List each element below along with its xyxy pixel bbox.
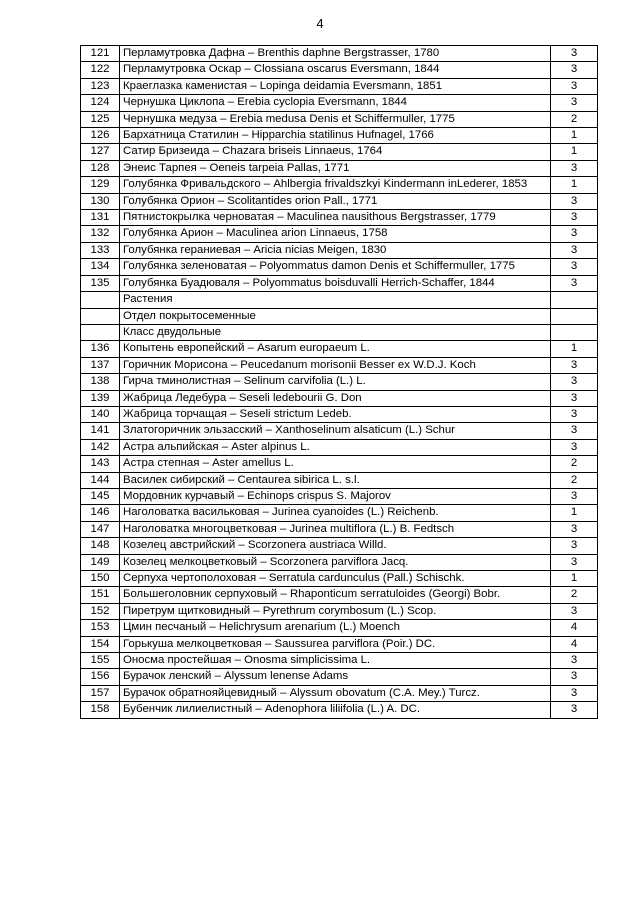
rarity-category: 3 xyxy=(551,275,598,291)
table-row xyxy=(81,160,598,176)
row-number: 158 xyxy=(81,702,120,718)
table-row xyxy=(81,636,598,652)
species-name: Оносма простейшая – Onosma simplicissima L. xyxy=(120,653,551,669)
species-name: Златогоричник эльзасский – Xanthoselinum alsaticum (L.) Schur xyxy=(120,423,551,439)
rarity-category: 3 xyxy=(551,357,598,373)
row-number: 151 xyxy=(81,587,120,603)
table-row xyxy=(81,685,598,701)
species-name: Пиретрум щитковидный – Pyrethrum corymbosum (L.) Scop. xyxy=(120,603,551,619)
rarity-category: 3 xyxy=(551,669,598,685)
rarity-category: 2 xyxy=(551,472,598,488)
table-row xyxy=(81,308,598,324)
species-name: Перламутровка Оскар – Clossiana oscarus Eversmann, 1844 xyxy=(120,62,551,78)
row-number: 136 xyxy=(81,341,120,357)
species-name: Голубянка гераниевая – Aricia nicias Meigen, 1830 xyxy=(120,242,551,258)
rarity-category: 3 xyxy=(551,603,598,619)
row-number xyxy=(81,292,120,308)
row-number: 131 xyxy=(81,210,120,226)
species-name: Копытень европейский – Asarum europaeum L. xyxy=(120,341,551,357)
rarity-category: 3 xyxy=(551,702,598,718)
table-row xyxy=(81,341,598,357)
table-row xyxy=(81,587,598,603)
rarity-category: 3 xyxy=(551,685,598,701)
rarity-category: 1 xyxy=(551,128,598,144)
species-name: Голубянка Буадюваля – Polyommatus boisduvalli Herrich-Schaffer, 1844 xyxy=(120,275,551,291)
row-number: 148 xyxy=(81,538,120,554)
table-row xyxy=(81,226,598,242)
row-number: 124 xyxy=(81,95,120,111)
rarity-category: 3 xyxy=(551,226,598,242)
row-number: 143 xyxy=(81,456,120,472)
rarity-category: 3 xyxy=(551,210,598,226)
species-name: Отдел покрытосеменные xyxy=(120,308,551,324)
row-number: 150 xyxy=(81,571,120,587)
species-name: Наголоватка многоцветковая – Jurinea multiflora (L.) B. Fedtsch xyxy=(120,521,551,537)
rarity-category: 1 xyxy=(551,571,598,587)
species-name: Козелец австрийский – Scorzonera austriaca Willd. xyxy=(120,538,551,554)
species-name: Козелец мелкоцветковый – Scorzonera parviflora Jacq. xyxy=(120,554,551,570)
rarity-category: 1 xyxy=(551,144,598,160)
row-number: 140 xyxy=(81,406,120,422)
table-row xyxy=(81,210,598,226)
species-name: Голубянка Орион – Scolitantides orion Pall., 1771 xyxy=(120,193,551,209)
row-number xyxy=(81,308,120,324)
table-row xyxy=(81,374,598,390)
table-row xyxy=(81,554,598,570)
rarity-category xyxy=(551,308,598,324)
table-row xyxy=(81,177,598,193)
row-number: 137 xyxy=(81,357,120,373)
row-number xyxy=(81,324,120,340)
species-name: Чернушка Циклопа – Erebia cyclopia Eversmann, 1844 xyxy=(120,95,551,111)
species-name: Перламутровка Дафна – Brenthis daphne Bergstrasser, 1780 xyxy=(120,46,551,62)
species-name: Голубянка зеленоватая – Polyommatus damon Denis et Schiffermuller, 1775 xyxy=(120,259,551,275)
rarity-category: 3 xyxy=(551,193,598,209)
rarity-category: 3 xyxy=(551,406,598,422)
rarity-category: 2 xyxy=(551,456,598,472)
table-row xyxy=(81,46,598,62)
species-name: Жабрица торчащая – Seseli strictum Ledeb. xyxy=(120,406,551,422)
species-name: Горичник Морисона – Peucedanum morisonii Besser ex W.D.J. Koch xyxy=(120,357,551,373)
rarity-category xyxy=(551,292,598,308)
rarity-category: 3 xyxy=(551,374,598,390)
rarity-category: 3 xyxy=(551,653,598,669)
rarity-category: 3 xyxy=(551,439,598,455)
rarity-category: 3 xyxy=(551,46,598,62)
row-number: 153 xyxy=(81,620,120,636)
row-number: 156 xyxy=(81,669,120,685)
species-name: Голубянка Арион – Maculinea arion Linnaeus, 1758 xyxy=(120,226,551,242)
row-number: 133 xyxy=(81,242,120,258)
table-row xyxy=(81,521,598,537)
rarity-category: 3 xyxy=(551,390,598,406)
table-row xyxy=(81,111,598,127)
species-name: Бурачок обратнояйцевидный – Alyssum obovatum (C.A. Mey.) Turcz. xyxy=(120,685,551,701)
table-row xyxy=(81,669,598,685)
table-row xyxy=(81,439,598,455)
table-row xyxy=(81,390,598,406)
row-number: 145 xyxy=(81,488,120,504)
rarity-category: 2 xyxy=(551,587,598,603)
species-name: Бархатница Статилин – Hipparchia statilinus Hufnagel, 1766 xyxy=(120,128,551,144)
row-number: 142 xyxy=(81,439,120,455)
species-name: Растения xyxy=(120,292,551,308)
row-number: 126 xyxy=(81,128,120,144)
row-number: 149 xyxy=(81,554,120,570)
species-name: Наголоватка васильковая – Jurinea cyanoides (L.) Reichenb. xyxy=(120,505,551,521)
row-number: 130 xyxy=(81,193,120,209)
rarity-category: 3 xyxy=(551,554,598,570)
rarity-category xyxy=(551,324,598,340)
page-number: 4 xyxy=(316,16,324,31)
rarity-category: 3 xyxy=(551,62,598,78)
row-number: 154 xyxy=(81,636,120,652)
rarity-category: 1 xyxy=(551,177,598,193)
species-name: Гирча тминолистная – Selinum carvifolia (L.) L. xyxy=(120,374,551,390)
row-number: 128 xyxy=(81,160,120,176)
table-row xyxy=(81,423,598,439)
table-row xyxy=(81,456,598,472)
table-row xyxy=(81,324,598,340)
rarity-category: 4 xyxy=(551,620,598,636)
row-number: 135 xyxy=(81,275,120,291)
species-name: Серпуха чертополоховая – Serratula cardunculus (Pall.) Schischk. xyxy=(120,571,551,587)
species-name: Цмин песчаный – Helichrysum arenarium (L.) Moench xyxy=(120,620,551,636)
row-number: 147 xyxy=(81,521,120,537)
table-row xyxy=(81,292,598,308)
rarity-category: 3 xyxy=(551,521,598,537)
rarity-category: 3 xyxy=(551,95,598,111)
table-row xyxy=(81,571,598,587)
row-number: 157 xyxy=(81,685,120,701)
rarity-category: 4 xyxy=(551,636,598,652)
table-row xyxy=(81,538,598,554)
table-row xyxy=(81,603,598,619)
table-row xyxy=(81,275,598,291)
rarity-category: 3 xyxy=(551,538,598,554)
rarity-category: 3 xyxy=(551,160,598,176)
species-name: Энеис Тарпея – Oeneis tarpeia Pallas, 1771 xyxy=(120,160,551,176)
table-row xyxy=(81,95,598,111)
row-number: 129 xyxy=(81,177,120,193)
row-number: 155 xyxy=(81,653,120,669)
table-row xyxy=(81,78,598,94)
species-name: Сатир Бризеида – Chazara briseis Linnaeus, 1764 xyxy=(120,144,551,160)
row-number: 139 xyxy=(81,390,120,406)
row-number: 132 xyxy=(81,226,120,242)
rarity-category: 1 xyxy=(551,505,598,521)
table-row xyxy=(81,488,598,504)
table-row xyxy=(81,406,598,422)
rarity-category: 3 xyxy=(551,488,598,504)
species-name: Мордовник курчавый – Echinops crispus S. Majorov xyxy=(120,488,551,504)
rarity-category: 1 xyxy=(551,341,598,357)
rarity-category: 3 xyxy=(551,78,598,94)
table-row xyxy=(81,259,598,275)
row-number: 152 xyxy=(81,603,120,619)
table-row xyxy=(81,357,598,373)
species-name: Пятнистокрылка черноватая – Maculinea nausithous Bergstrasser, 1779 xyxy=(120,210,551,226)
species-name: Класс двудольные xyxy=(120,324,551,340)
table-row xyxy=(81,62,598,78)
row-number: 144 xyxy=(81,472,120,488)
table-row xyxy=(81,653,598,669)
species-name: Большеголовник серпуховый – Rhaponticum serratuloides (Georgi) Bobr. xyxy=(120,587,551,603)
table-row xyxy=(81,128,598,144)
species-name: Василек сибирский – Centaurea sibirica L. s.l. xyxy=(120,472,551,488)
species-name: Бубенчик лилиелистный – Adenophora liliifolia (L.) A. DC. xyxy=(120,702,551,718)
table-row xyxy=(81,193,598,209)
species-name: Астра альпийская – Aster alpinus L. xyxy=(120,439,551,455)
row-number: 146 xyxy=(81,505,120,521)
species-name: Чернушка медуза – Erebia medusa Denis et Schiffermuller, 1775 xyxy=(120,111,551,127)
species-name: Жабрица Ледебура – Seseli ledebourii G. Don xyxy=(120,390,551,406)
species-name: Астра степная – Aster amellus L. xyxy=(120,456,551,472)
row-number: 121 xyxy=(81,46,120,62)
row-number: 125 xyxy=(81,111,120,127)
table-row xyxy=(81,242,598,258)
species-table xyxy=(80,45,598,719)
row-number: 138 xyxy=(81,374,120,390)
rarity-category: 2 xyxy=(551,111,598,127)
rarity-category: 3 xyxy=(551,423,598,439)
table-row xyxy=(81,144,598,160)
table-row xyxy=(81,505,598,521)
table-row xyxy=(81,702,598,718)
row-number: 122 xyxy=(81,62,120,78)
row-number: 134 xyxy=(81,259,120,275)
species-name: Горькуша мелкоцветковая – Saussurea parviflora (Poir.) DC. xyxy=(120,636,551,652)
species-name: Краеглазка каменистая – Lopinga deidamia Eversmann, 1851 xyxy=(120,78,551,94)
rarity-category: 3 xyxy=(551,259,598,275)
rarity-category: 3 xyxy=(551,242,598,258)
table-row xyxy=(81,620,598,636)
species-name: Голубянка Фривальдского – Ahlbergia frivaldszkyi Kindermann inLederer, 1853 xyxy=(120,177,551,193)
table-row xyxy=(81,472,598,488)
row-number: 141 xyxy=(81,423,120,439)
table-body xyxy=(81,46,598,719)
row-number: 123 xyxy=(81,78,120,94)
row-number: 127 xyxy=(81,144,120,160)
species-name: Бурачок ленский – Alyssum lenense Adams xyxy=(120,669,551,685)
